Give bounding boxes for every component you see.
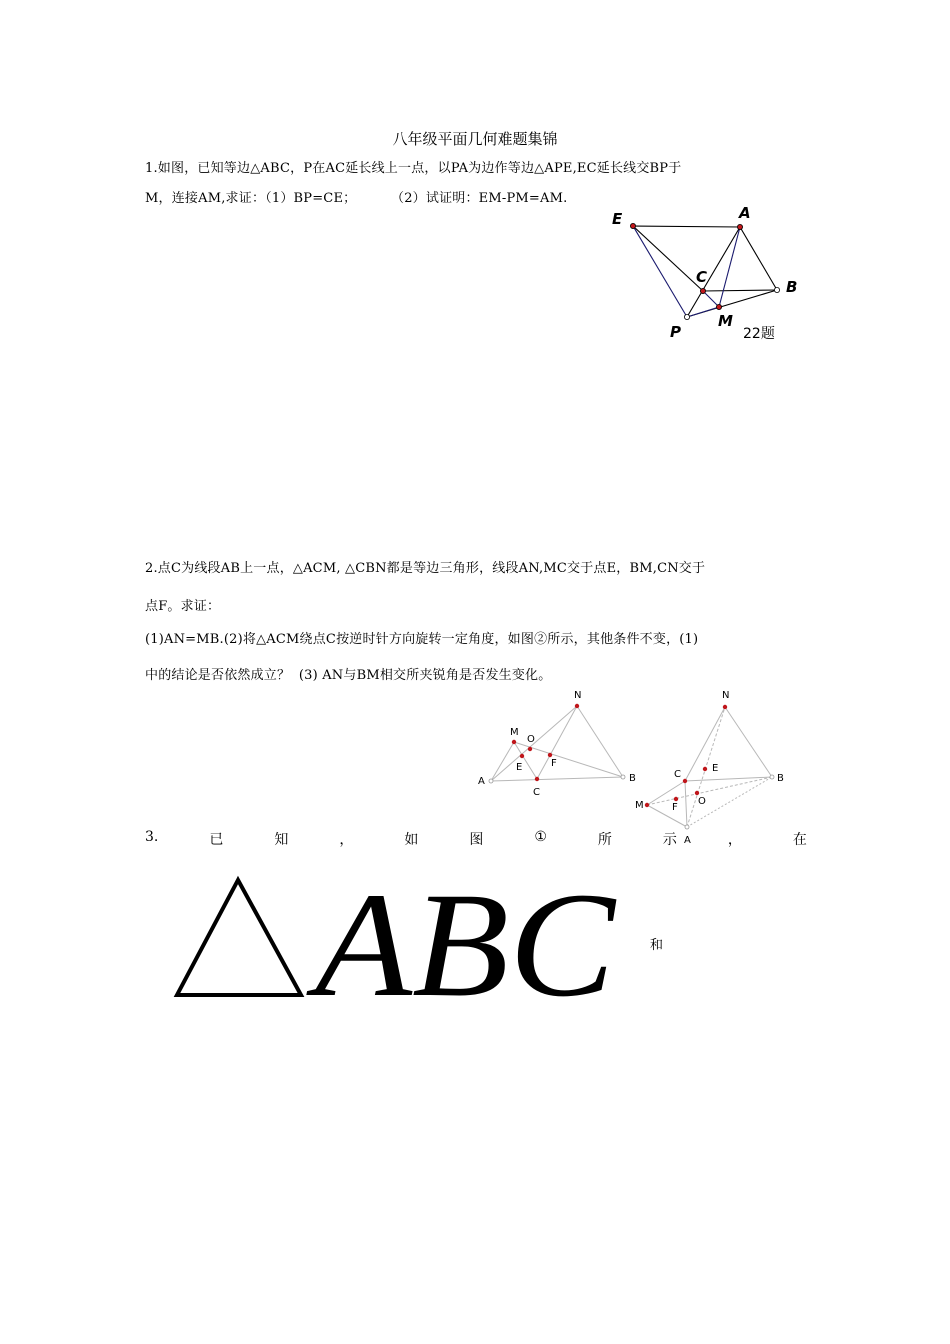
point-o [528, 747, 532, 751]
q2-line-3: (1)AN=MB.(2)将△ACM绕点C按逆时针方向旋转一定角度，如图②所示，其他条件不变，(1) [145, 632, 699, 647]
q2-figure-2 [630, 685, 795, 850]
point-b [770, 775, 774, 779]
label-n: N [574, 690, 582, 701]
q1-line-2: M，连接AM,求证：（1）BP=CE； （2）试证明：EM-PM=AM. [145, 191, 568, 206]
label-m: M [718, 312, 733, 330]
label-e: E [612, 210, 623, 228]
q3-he: 和 [650, 938, 664, 953]
label-b: B [629, 773, 636, 784]
q3-word: 知 [274, 832, 289, 848]
triangle-icon [177, 880, 301, 995]
q3-word: ， [727, 832, 742, 848]
label-o: O [698, 796, 706, 807]
q2-line-2: 点F。求证： [145, 599, 221, 614]
label-a: A [739, 204, 751, 222]
point-m [645, 803, 649, 807]
label-f: F [672, 802, 678, 813]
point-p [684, 314, 689, 319]
label-m: M [510, 727, 519, 738]
label-c: C [674, 769, 681, 780]
q3-word: 在 [792, 832, 807, 848]
point-a [737, 224, 742, 229]
q1-line-1: 1.如图，已知等边△ABC，P在AC延长线上一点，以PA为边作等边△APE,EC延长线交BP于 [145, 161, 682, 176]
big-abc-text: ABC [305, 862, 618, 1012]
label-e: E [712, 763, 719, 774]
label-e: E [516, 762, 523, 773]
point-m [512, 740, 516, 744]
label-a: A [684, 835, 691, 846]
q2-figure-1 [470, 685, 645, 800]
label-c: C [696, 268, 708, 286]
label-m: M [635, 800, 644, 811]
point-e [630, 223, 635, 228]
point-c [535, 777, 539, 781]
q3-big-triangle-abc [165, 862, 635, 1012]
point-o [695, 791, 699, 795]
point-e [703, 767, 707, 771]
q3-word: 示 [662, 832, 677, 848]
point-c [700, 288, 705, 293]
label-b: B [777, 773, 784, 784]
point-f [548, 753, 552, 757]
q2-line-4: 中的结论是否依然成立？ (3) AN与BM相交所夹锐角是否发生变化。 [145, 668, 552, 683]
q3-word: 3. [145, 829, 159, 845]
q3-word: 图 [469, 832, 484, 848]
point-b [774, 287, 779, 292]
q3-word: ① [534, 829, 547, 845]
point-m [716, 304, 721, 309]
label-c: C [533, 787, 540, 798]
label-n: N [722, 690, 730, 701]
point-c [683, 779, 687, 783]
q3-word: ， [339, 832, 354, 848]
point-f [674, 797, 678, 801]
point-b [621, 775, 625, 779]
label-o: O [527, 734, 535, 745]
label-b: B [786, 278, 798, 296]
point-e [520, 754, 524, 758]
point-n [723, 705, 727, 709]
page-title: 八年级平面几何难题集锦 [392, 130, 558, 148]
q1-figure [600, 200, 810, 348]
label-a: A [478, 776, 485, 787]
figure-caption: 22题 [743, 326, 775, 342]
q3-word: 所 [597, 832, 612, 848]
q3-intro-line [145, 829, 807, 849]
q3-word: 如 [404, 832, 419, 848]
q2-line-1: 2.点C为线段AB上一点，△ACM, △CBN都是等边三角形，线段AN,MC交于点E，BM,CN交于 [145, 561, 706, 576]
label-p: P [670, 323, 681, 341]
q3-word: 已 [209, 832, 224, 848]
point-n [575, 704, 579, 708]
label-f: F [551, 758, 557, 769]
point-a [489, 779, 493, 783]
